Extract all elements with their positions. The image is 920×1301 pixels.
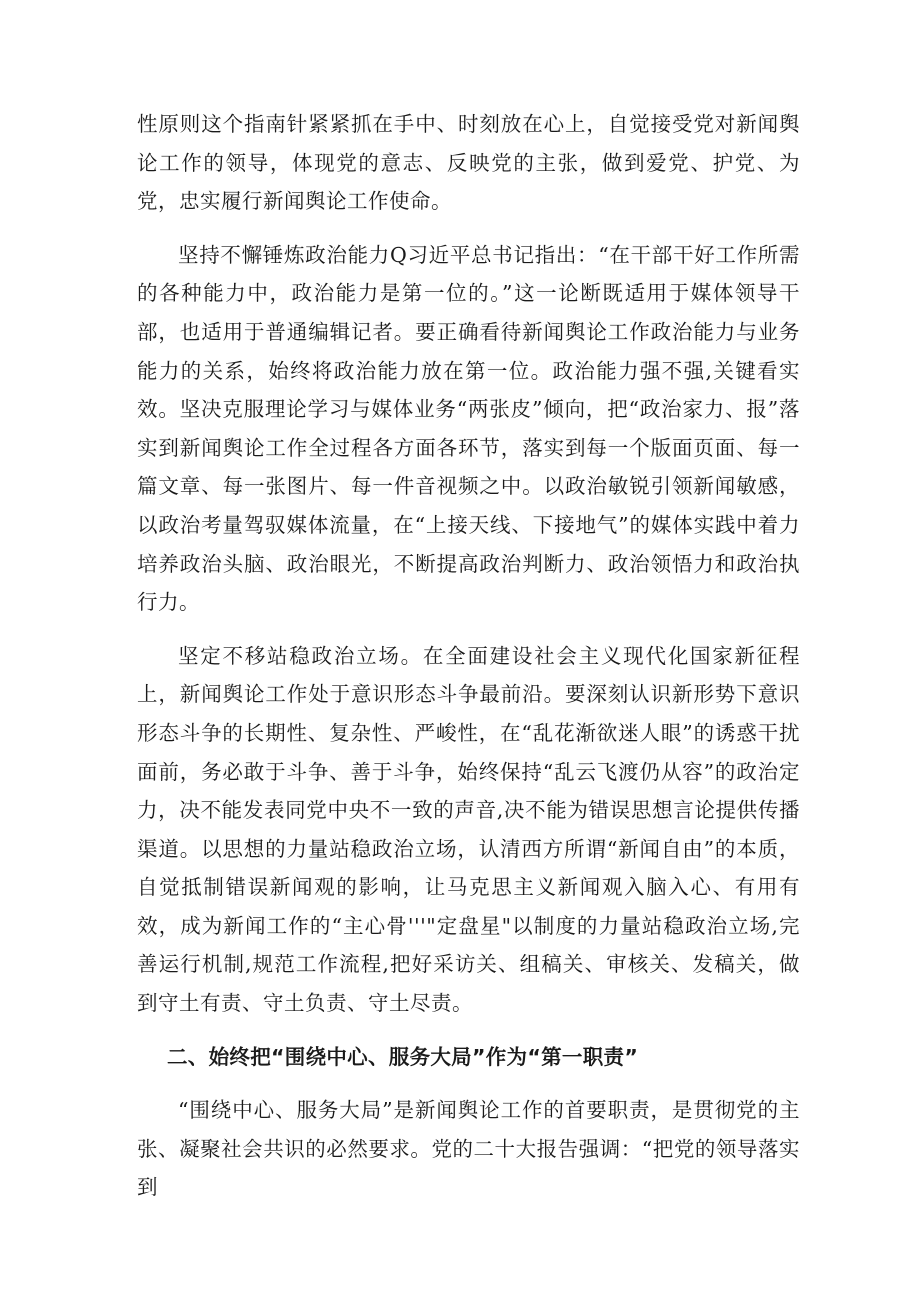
paragraph-party-principle: 性原则这个指南针紧紧抓在手中、时刻放在心上，自觉接受党对新闻舆论工作的领导，体现党的意志、反映党的主张，做到爱党、护党、为党，忠实履行新闻舆论工作使命。 [137,112,800,214]
paragraph-political-ability: 坚持不懈锤炼政治能力Q习近平总书记指出：“在干部干好工作所需的各种能力中，政治能力是第一位的。”这一论断既适用于媒体领导干部，也适用于普通编辑记者。要正确看待新闻舆论工作政治能力与业务能力的关系，始终将政治能力放在第一位。政治能力强不强,关键看实效。坚决克服理论学习与媒体业务“两张皮”倾向，把“政治家力、报”落实到新闻舆论工作全过程各方面各环节，落实到每一个版面页面、每一篇文章、每一张图片、每一件音视频之中。以政治敏锐引领新闻敏感，以政治考量驾驭媒体流量，在“上接天线、下接地气”的媒体实践中着力培养政治头脑、政治眼光，不断提高政治判断力、政治领悟力和政治执行力。 [137,242,800,615]
paragraph-gap [137,221,800,236]
paragraph-gap [137,1076,800,1091]
paragraph-gap [137,622,800,637]
paragraph-serve-overall: “围绕中心、服务大局”是新闻舆论工作的首要职责，是贯彻党的主张、凝聚社会共识的必然要求。党的二十大报告强调：“把党的领导落实到 [137,1098,800,1200]
paragraph-gap [137,1023,800,1038]
section-heading: 二、始终把“围绕中心、服务大局”作为“第一职责” [167,1044,639,1069]
paragraph-political-stance: 坚定不移站稳政治立场。在全面建设社会主义现代化国家新征程上，新闻舆论工作处于意识形态斗争最前沿。要深刻认识新形势下意识形态斗争的长期性、复杂性、严峻性，在“乱花渐欲迷人眼”的诱惑干扰面前，务必敢于斗争、善于斗争，始终保持“乱云飞渡仍从容”的政治定力，决不能发表同党中央不一致的声音,决不能为错误思想言论提供传播渠道。以思想的力量站稳政治立场，认清西方所谓“新闻自由”的本质，自觉抵制错误新闻观的影响，让马克思主义新闻观入脑入心、有用有效，成为新闻工作的“主心骨'''"定盘星"以制度的力量站稳政治立场,完善运行机制,规范工作流程,把好采访关、组稿关、审核关、发稿关，做到守土有责、守土负责、守土尽责。 [137,643,800,1016]
